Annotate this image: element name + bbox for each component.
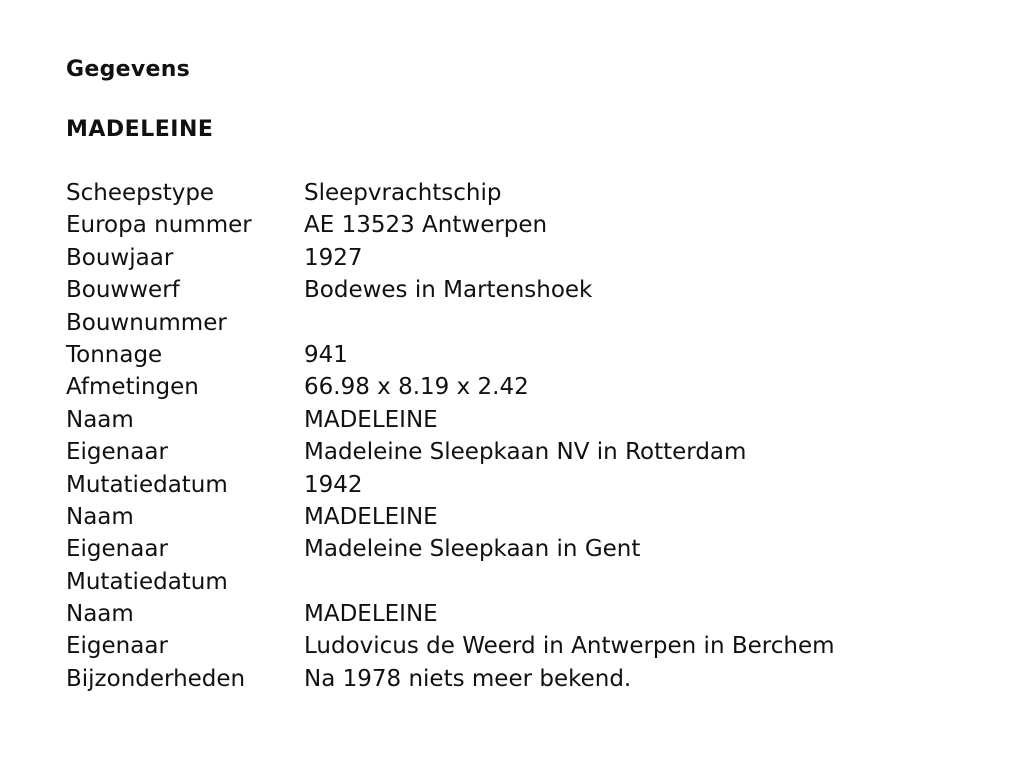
detail-row-bouwnummer: [66, 307, 835, 339]
detail-label: Afmetingen: [66, 374, 199, 401]
detail-row-mutatiedatum: [66, 566, 835, 598]
detail-value: Na 1978 niets meer bekend.: [304, 665, 632, 692]
detail-label: Scheepstype: [66, 180, 215, 206]
detail-value: Sleepvrachtschip: [304, 180, 502, 206]
detail-label: Bijzonderheden: [66, 665, 246, 692]
detail-row-scheepstype: [66, 177, 835, 209]
detail-value: AE 13523 Antwerpen: [304, 212, 548, 239]
detail-row-naam: [66, 598, 835, 630]
detail-row-bouwwerf: [66, 274, 835, 306]
detail-value: [304, 566, 835, 598]
detail-value: 1942: [304, 471, 363, 498]
ship-name-title: MADELEINE: [66, 117, 214, 142]
detail-row-tonnage: [66, 339, 835, 371]
detail-label: Eigenaar: [66, 439, 168, 466]
detail-label: Bouwnummer: [66, 309, 227, 336]
detail-label: Europa nummer: [66, 212, 252, 239]
detail-label: Naam: [66, 503, 134, 530]
detail-value: MADELEINE: [304, 601, 438, 628]
detail-label: Naam: [66, 406, 134, 433]
detail-row-bijzonderheden: [66, 663, 835, 695]
detail-label: Mutatiedatum: [66, 568, 228, 595]
detail-label: Eigenaar: [66, 536, 168, 563]
detail-value: Madeleine Sleepkaan NV in Rotterdam: [304, 439, 747, 466]
detail-label: Bouwjaar: [66, 244, 174, 271]
detail-row-mutatiedatum: [66, 469, 835, 501]
detail-value: Bodewes in Martenshoek: [304, 277, 593, 304]
detail-row-afmetingen: [66, 371, 835, 403]
detail-value: [304, 307, 835, 339]
detail-value: Madeleine Sleepkaan in Gent: [304, 536, 641, 563]
page-heading: Gegevens: [66, 57, 191, 82]
detail-row-bouwjaar: [66, 242, 835, 274]
detail-value: Ludovicus de Weerd in Antwerpen in Berchem: [304, 633, 835, 660]
detail-value: MADELEINE: [304, 503, 438, 530]
detail-row-eigenaar: [66, 630, 835, 662]
detail-value: 66.98 x 8.19 x 2.42: [304, 374, 529, 401]
detail-label: Mutatiedatum: [66, 471, 228, 498]
detail-row-eigenaar: [66, 436, 835, 468]
detail-label: Eigenaar: [66, 633, 168, 660]
detail-row-naam: [66, 404, 835, 436]
detail-label: Tonnage: [66, 341, 163, 368]
detail-value: MADELEINE: [304, 406, 438, 433]
detail-row-naam: [66, 501, 835, 533]
detail-value: 941: [304, 341, 348, 368]
ship-details-table: [66, 177, 835, 695]
detail-row-europa-nummer: [66, 209, 835, 241]
detail-row-eigenaar: [66, 533, 835, 565]
detail-label: Bouwwerf: [66, 277, 180, 304]
detail-value: 1927: [304, 244, 363, 271]
detail-label: Naam: [66, 601, 134, 628]
document-page: [66, 55, 966, 695]
